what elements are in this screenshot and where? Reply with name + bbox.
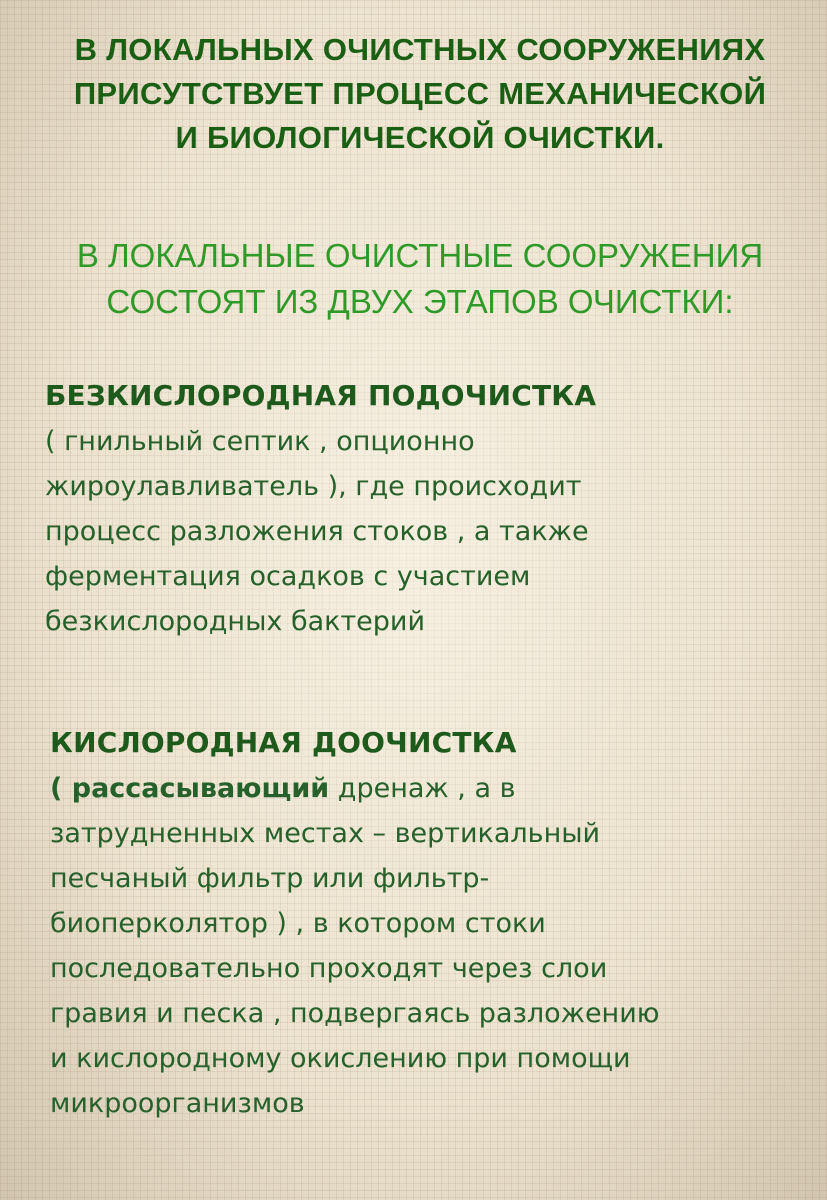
stage-anaerobic-heading: БЕЗКИСЛОРОДНАЯ ПОДОЧИСТКА: [45, 379, 597, 412]
stage-aerobic-section: [50, 720, 810, 1126]
stage-aerobic-text: дренаж , а в затрудненных местах – вертикальный песчаный фильтр или фильтр- биоперколятор ) , в котором стоки последовательно проходят через слои гравия и песка , подвергаясь разложению и кислородному окислению при помощи микроорганизмов: [50, 773, 660, 1119]
slide-title: В ЛОКАЛЬНЫХ ОЧИСТНЫХ СООРУЖЕНИЯХ ПРИСУТСТВУЕТ ПРОЦЕСС МЕХАНИЧЕСКОЙ И БИОЛОГИЧЕСКОЙ ОЧИСТКИ.: [73, 32, 767, 155]
slide-subtitle: В ЛОКАЛЬНЫЕ ОЧИСТНЫЕ СООРУЖЕНИЯ СОСТОЯТ ИЗ ДВУХ ЭТАПОВ ОЧИСТКИ:: [76, 237, 764, 320]
stage-anaerobic-description: ( гнильный септик , опционно жироулавливатель ), где происходит процесс разложения стоков , а также ферментация осадков с участием безкислородных бактерий: [45, 426, 589, 637]
stage-aerobic-bold-term: ( рассасывающий: [50, 773, 330, 804]
stage-aerobic-description: [50, 766, 810, 1126]
stage-anaerobic-section: [45, 373, 805, 644]
stage-aerobic-heading: КИСЛОРОДНАЯ ДООЧИСТКА: [50, 726, 517, 759]
